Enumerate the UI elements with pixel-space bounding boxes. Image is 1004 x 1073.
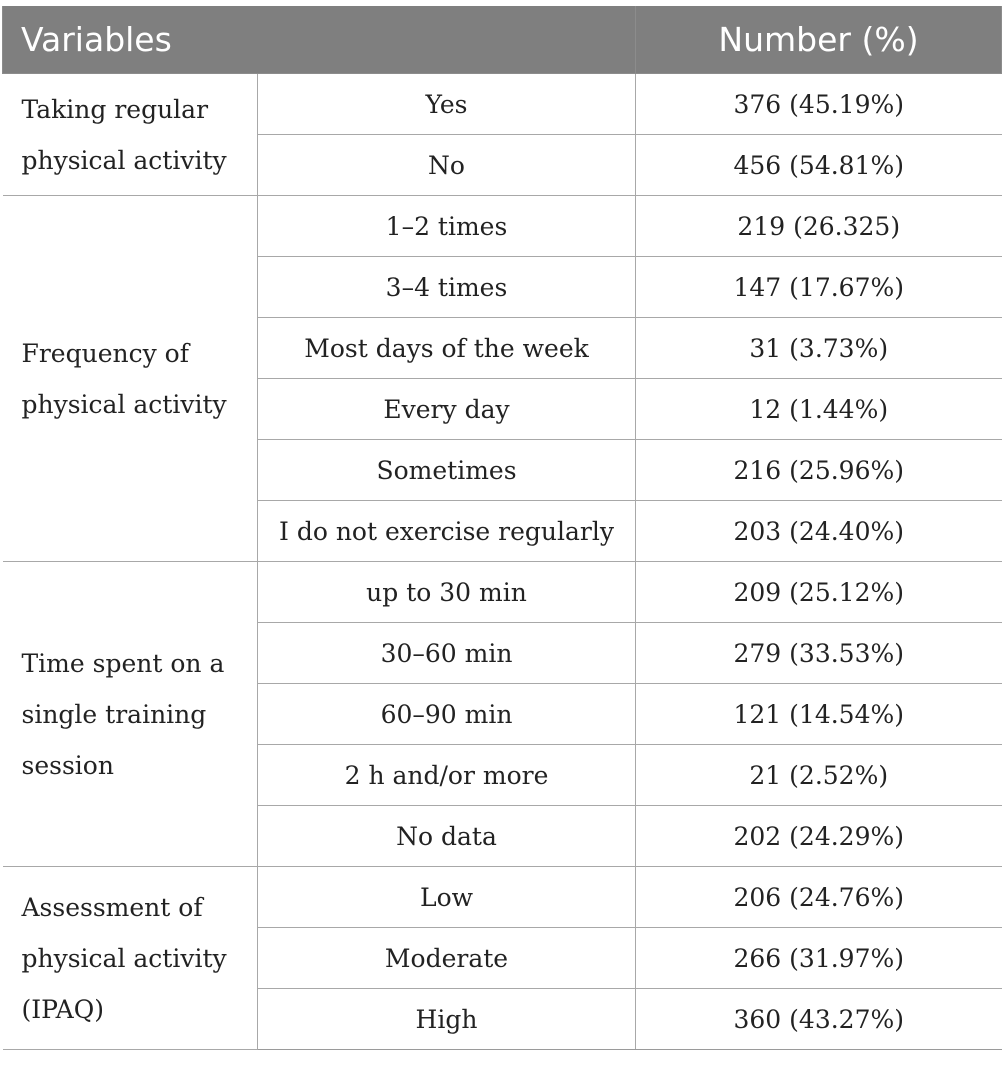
value-cell: 31 (3.73%) [636, 318, 1002, 379]
value-cell: 360 (43.27%) [636, 989, 1002, 1050]
value-cell: 209 (25.12%) [636, 562, 1002, 623]
value-cell: 266 (31.97%) [636, 928, 1002, 989]
value-cell: 279 (33.53%) [636, 623, 1002, 684]
header-number: Number (%) [636, 6, 1002, 74]
value-cell: 203 (24.40%) [636, 501, 1002, 562]
category-cell: 30–60 min [258, 623, 636, 684]
value-cell: 121 (14.54%) [636, 684, 1002, 745]
header-row [3, 6, 1002, 74]
group-label-ipaq: Assessment of physical activity (IPAQ) [3, 867, 258, 1050]
value-cell: 206 (24.76%) [636, 867, 1002, 928]
header-variables: Variables [3, 6, 636, 74]
category-cell: Moderate [258, 928, 636, 989]
category-cell: Yes [258, 74, 636, 135]
category-cell: High [258, 989, 636, 1050]
category-cell: 3–4 times [258, 257, 636, 318]
group-label-regular-activity: Taking regular physical activity [3, 74, 258, 196]
table-row [3, 74, 1002, 135]
category-cell: up to 30 min [258, 562, 636, 623]
category-cell: No data [258, 806, 636, 867]
table-row [3, 196, 1002, 257]
value-cell: 202 (24.29%) [636, 806, 1002, 867]
category-cell: 60–90 min [258, 684, 636, 745]
value-cell: 21 (2.52%) [636, 745, 1002, 806]
value-cell: 219 (26.325) [636, 196, 1002, 257]
value-cell: 456 (54.81%) [636, 135, 1002, 196]
group-label-session-time: Time spent on a single training session [3, 562, 258, 867]
category-cell: Sometimes [258, 440, 636, 501]
table-row [3, 562, 1002, 623]
value-cell: 12 (1.44%) [636, 379, 1002, 440]
value-cell: 376 (45.19%) [636, 74, 1002, 135]
category-cell: Low [258, 867, 636, 928]
table-row [3, 867, 1002, 928]
group-label-frequency: Frequency of physical activity [3, 196, 258, 562]
value-cell: 147 (17.67%) [636, 257, 1002, 318]
category-cell: I do not exercise regularly [258, 501, 636, 562]
value-cell: 216 (25.96%) [636, 440, 1002, 501]
category-cell: 1–2 times [258, 196, 636, 257]
category-cell: No [258, 135, 636, 196]
physical-activity-table [2, 6, 1002, 1050]
category-cell: Every day [258, 379, 636, 440]
category-cell: 2 h and/or more [258, 745, 636, 806]
category-cell: Most days of the week [258, 318, 636, 379]
